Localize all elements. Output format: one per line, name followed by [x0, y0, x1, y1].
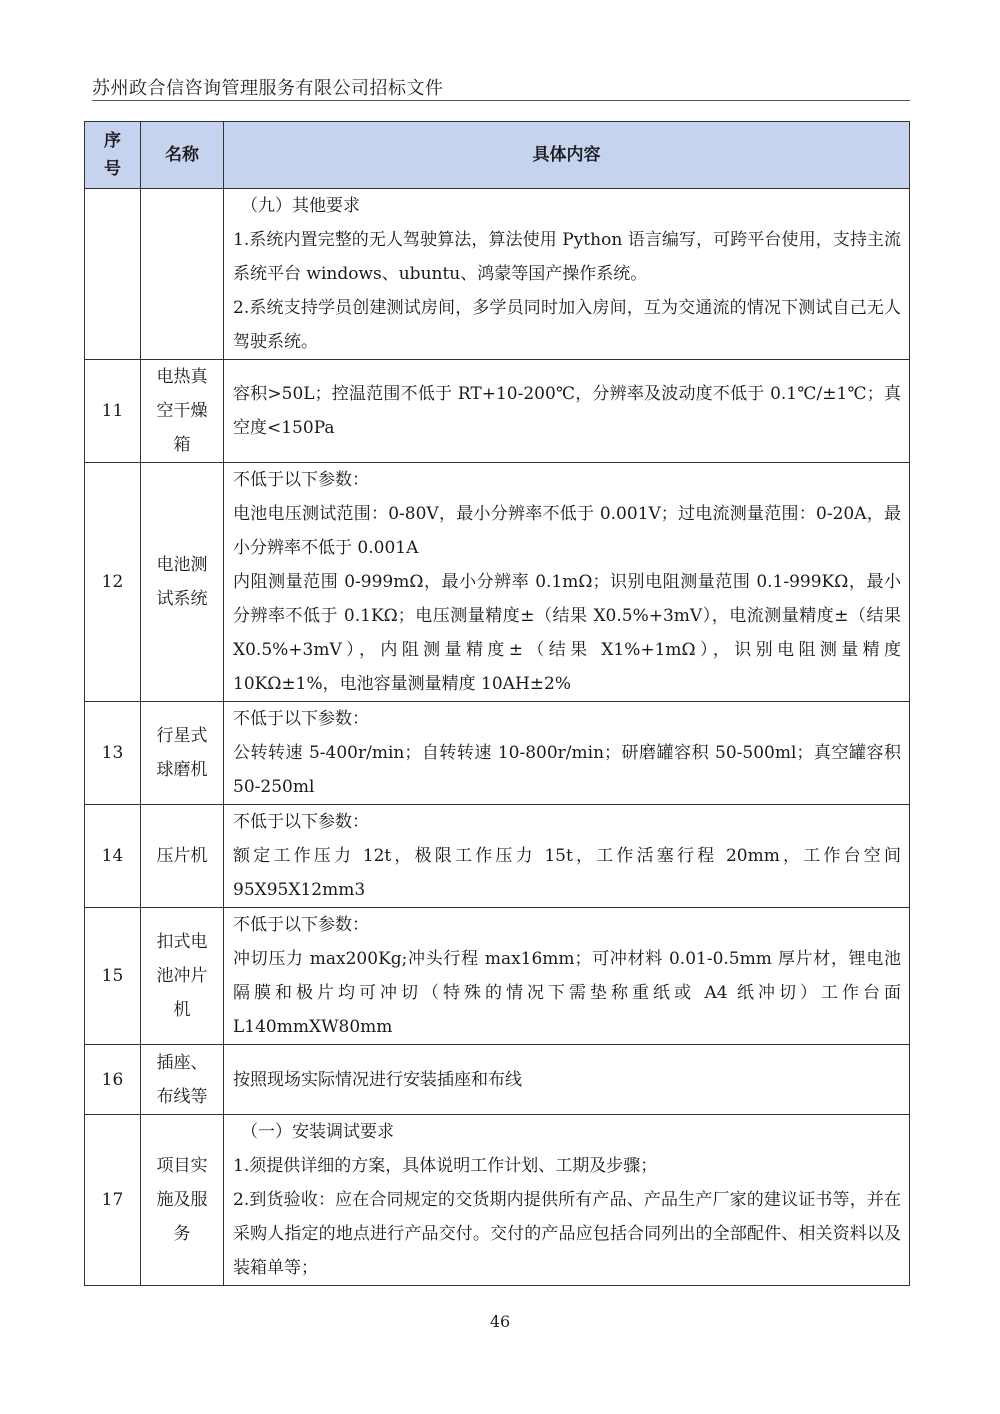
content-line: （一）安装调试要求	[241, 1122, 394, 1142]
row-name: 电热真空干燥箱	[141, 360, 224, 463]
content-line: 容积>50L；控温范围不低于 RT+10-200℃，分辨率及波动度不低于 0.1℃/±1℃；真空度<150Pa	[233, 384, 901, 438]
content-line: 内阻测量范围 0-999mΩ，最小分辨率 0.1mΩ；识别电阻测量范围 0.1-999KΩ，最小分辨率不低于 0.1KΩ；电压测量精度±（结果 X0.5%+3mV），电流测量精度±（结果 X0.5%+3mV），内阻测量精度±（结果 X1%+1mΩ），识别电阻测量精度 10KΩ±1%，电池容量测量精度 10AH±2%	[233, 572, 901, 694]
table-row	[85, 805, 910, 908]
row-number: 15	[85, 908, 141, 1045]
table-header-row	[85, 122, 910, 189]
row-number: 12	[85, 463, 141, 702]
content-line: 不低于以下参数：	[233, 915, 369, 935]
column-header-no: 序号	[85, 122, 141, 189]
table-row	[85, 360, 910, 463]
row-number	[85, 189, 141, 360]
row-content	[224, 702, 910, 805]
page-number: 46	[489, 1312, 511, 1331]
row-content	[224, 360, 910, 463]
table-row	[85, 189, 910, 360]
content-line: 不低于以下参数：	[233, 709, 369, 729]
specification-table	[84, 121, 910, 1286]
table-row	[85, 463, 910, 702]
row-number: 13	[85, 702, 141, 805]
row-name: 电池测试系统	[141, 463, 224, 702]
content-line: 电池电压测试范围：0-80V，最小分辨率不低于 0.001V；过电流测量范围：0-20A，最小分辨率不低于 0.001A	[233, 504, 901, 558]
row-content	[224, 1045, 910, 1115]
row-content	[224, 1115, 910, 1286]
table-row	[85, 908, 910, 1045]
row-content	[224, 189, 910, 360]
content-line: 冲切压力 max200Kg;冲头行程 max16mm；可冲材料 0.01-0.5mm 厚片材，锂电池隔膜和极片均可冲切（特殊的情况下需垫称重纸或 A4 纸冲切）工作台面 L140mmXW80mm	[233, 949, 901, 1037]
table-row	[85, 1045, 910, 1115]
row-number: 17	[85, 1115, 141, 1286]
row-number: 16	[85, 1045, 141, 1115]
row-content	[224, 463, 910, 702]
row-name: 压片机	[141, 805, 224, 908]
content-line: 额定工作压力 12t，极限工作压力 15t，工作活塞行程 20mm，工作台空间 95X95X12mm3	[233, 846, 901, 900]
content-line: （九）其他要求	[241, 196, 360, 216]
content-line: 2.到货验收：应在合同规定的交货期内提供所有产品、产品生产厂家的建议证书等，并在采购人指定的地点进行产品交付。交付的产品应包括合同列出的全部配件、相关资料以及装箱单等；	[233, 1190, 901, 1278]
row-name	[141, 189, 224, 360]
table-row	[85, 702, 910, 805]
content-line: 不低于以下参数：	[233, 470, 369, 490]
row-content	[224, 908, 910, 1045]
table-row	[85, 1115, 910, 1286]
row-name: 行星式球磨机	[141, 702, 224, 805]
row-name: 扣式电池冲片机	[141, 908, 224, 1045]
content-line: 2.系统支持学员创建测试房间，多学员同时加入房间，互为交通流的情况下测试自己无人驾驶系统。	[233, 298, 901, 352]
content-line: 1.系统内置完整的无人驾驶算法，算法使用 Python 语言编写，可跨平台使用，支持主流系统平台 windows、ubuntu、鸿蒙等国产操作系统。	[233, 230, 901, 284]
content-line: 不低于以下参数：	[233, 812, 369, 832]
row-content	[224, 805, 910, 908]
content-line: 公转转速 5-400r/min；自转转速 10-800r/min；研磨罐容积 50-500ml；真空罐容积 50-250ml	[233, 743, 901, 797]
header-divider	[92, 100, 910, 101]
column-header-content: 具体内容	[224, 122, 910, 189]
row-name: 项目实施及服务	[141, 1115, 224, 1286]
content-line: 1.须提供详细的方案，具体说明工作计划、工期及步骤；	[233, 1156, 658, 1176]
content-line: 按照现场实际情况进行安装插座和布线	[233, 1069, 522, 1090]
row-name: 插座、布线等	[141, 1045, 224, 1115]
column-header-name: 名称	[141, 122, 224, 189]
row-number: 14	[85, 805, 141, 908]
row-number: 11	[85, 360, 141, 463]
document-header: 苏州政合信咨询管理服务有限公司招标文件	[92, 78, 444, 99]
